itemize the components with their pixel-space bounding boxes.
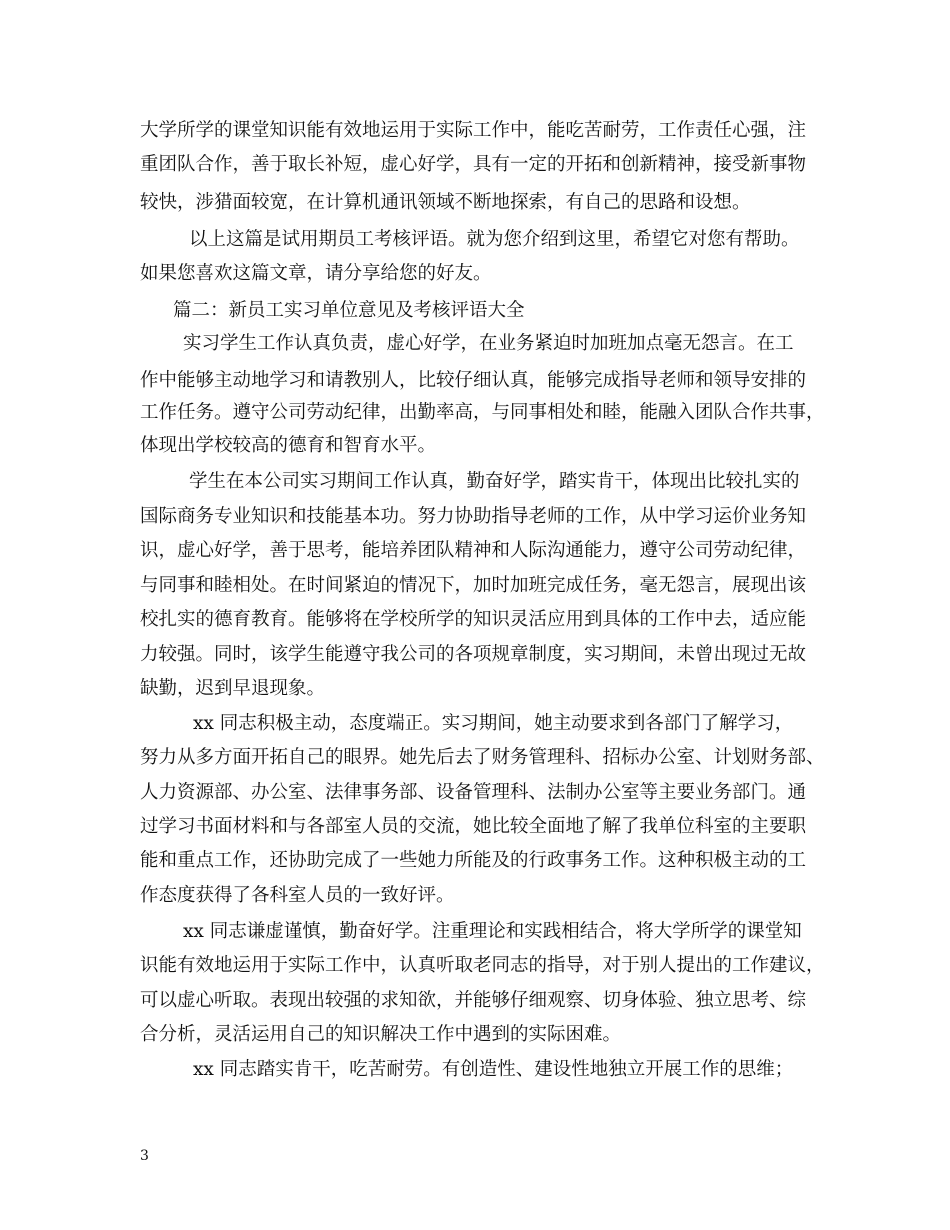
- text-line: xx 同志谦虚谨慎，勤奋好学。注重理论和实践相结合，将大学所学的课堂知: [183, 921, 802, 942]
- text-line: 如果您喜欢这篇文章，请分享给您的好友。: [140, 263, 492, 284]
- text-line: 校扎实的德育教育。能够将在学校所学的知识灵活应用到具体的工作中去，适应能: [140, 609, 807, 630]
- text-line: 作中能够主动地学习和请教别人，比较仔细认真，能够完成指导老师和领导安排的: [140, 370, 807, 391]
- text-line: xx 同志积极主动，态度端正。实习期间，她主动要求到各部门了解学习，: [193, 713, 794, 734]
- text-line: 国际商务专业知识和技能基本功。努力协助指导老师的工作，从中学习运价业务知: [140, 506, 807, 527]
- text-line: xx 同志踏实肯干，吃苦耐劳。有创造性、建设性地独立开展工作的思维；: [193, 1059, 794, 1080]
- text-line: 工作任务。遵守公司劳动纪律，出勤率高，与同事相处和睦，能融入团队合作共事，: [140, 402, 825, 423]
- text-line: 学生在本公司实习期间工作认真，勤奋好学，踏实肯干，体现出比较扎实的: [189, 471, 800, 492]
- text-line: 能和重点工作，还协助完成了一些她力所能及的行政事务工作。这种积极主动的工: [140, 850, 807, 871]
- text-line: 与同事和睦相处。在时间紧迫的情况下，加时加班完成任务，毫无怨言，展现出该: [140, 575, 807, 596]
- text-line: 合分析，灵活运用自己的知识解决工作中遇到的实际困难。: [140, 1024, 622, 1045]
- text-line: 力较强。同时，该学生能遵守我公司的各项规章制度，实习期间，未曾出现过无故: [140, 644, 807, 665]
- text-line: 作态度获得了各科室人员的一致好评。: [140, 885, 455, 906]
- text-line: 大学所学的课堂知识能有效地运用于实际工作中，能吃苦耐劳，工作责任心强，注: [140, 120, 807, 141]
- text-line: 体现出学校较高的德育和智育水平。: [140, 435, 437, 456]
- text-line: 缺勤，迟到早退现象。: [140, 678, 326, 699]
- text-line: 以上这篇是试用期员工考核评语。就为您介绍到这里，希望它对您有帮助。: [189, 229, 800, 250]
- text-line: 较快，涉猎面较宽，在计算机通讯领域不断地探索，有自己的思路和设想。: [140, 192, 751, 213]
- text-line: 实习学生工作认真负责，虚心好学，在业务紧迫时加班加点毫无怨言。在工: [183, 333, 794, 354]
- section-heading: 篇二：新员工实习单位意见及考核评语大全: [173, 300, 525, 321]
- text-line: 过学习书面材料和与各部室人员的交流，她比较全面地了解了我单位科室的主要职: [140, 816, 807, 837]
- text-line: 人力资源部、办公室、法律事务部、设备管理科、法制办公室等主要业务部门。通: [140, 782, 807, 803]
- text-line: 重团队合作，善于取长补短，虚心好学，具有一定的开拓和创新精神，接受新事物: [140, 154, 807, 175]
- text-line: 努力从多方面开拓自己的眼界。她先后去了财务管理科、招标办公室、计划财务部、: [140, 747, 825, 768]
- page-number: 3: [140, 1148, 149, 1164]
- text-line: 识能有效地运用于实际工作中，认真听取老同志的指导，对于别人提出的工作建议，: [140, 955, 825, 976]
- text-line: 识，虚心好学，善于思考，能培养团队精神和人际沟通能力，遵守公司劳动纪律，: [140, 540, 807, 561]
- text-line: 可以虚心听取。表现出较强的求知欲，并能够仔细观察、切身体验、独立思考、综: [140, 990, 807, 1011]
